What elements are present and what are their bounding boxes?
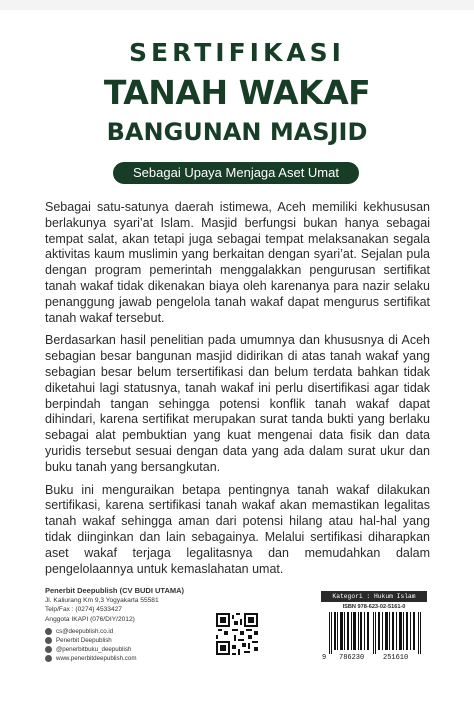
barcode-panel bbox=[321, 591, 427, 669]
instagram-icon bbox=[45, 646, 52, 653]
barcode-area bbox=[321, 602, 427, 669]
publisher-info bbox=[45, 585, 245, 663]
publisher-ikapi: Anggota IKAPI (076/DIY/2012) bbox=[45, 615, 135, 623]
publisher-name: Penerbit Deepublish (CV BUDI UTAMA) bbox=[45, 586, 185, 595]
social-list bbox=[45, 627, 245, 663]
social-instagram-text: @penerbitbuku_deepublish bbox=[56, 646, 132, 654]
synopsis bbox=[45, 200, 430, 584]
barcode-digit-group-2: 251610 bbox=[383, 654, 409, 662]
isbn-text: ISBN 978-623-02-5161-0 bbox=[342, 604, 406, 610]
publisher-phone: Telp/Fax : (0274) 4533427 bbox=[45, 606, 122, 614]
social-item-instagram bbox=[45, 645, 245, 654]
synopsis-paragraph: Berdasarkan hasil penelitian pada umumnya dan khususnya di Aceh sebagian besar bangunan masjid didirikan di atas tanah wakaf yang sebagian besar belum tersertifikasi dan belum terdata bahkan tidak diketahui lagi statusnya, tanah wakaf ini perlu disertifikasi agar tidak berpindah tangan sehingga potensi konflik tanah wakaf dapat dihindari, karena sertifikat merupakan surat tanda bukti yang berlaku sebagai alat pembuktian yang kuat mengenai data fisik dan data yuridis tersebut sesuai dengan data yang ada dalam surat ukur dan buku tanah yang bersangkutan. bbox=[45, 333, 430, 474]
subtitle-badge: Sebagai Upaya Menjaga Aset Umat bbox=[113, 162, 359, 184]
publisher-address: Jl. Kaliurang Km 9,3 Yogyakarta 55581 bbox=[45, 597, 159, 604]
title-line-1: TANAH WAKAF bbox=[103, 73, 371, 112]
category-label: Kategori : Hukum Islam bbox=[321, 591, 427, 602]
title-line-2: BANGUNAN MASJID bbox=[106, 118, 368, 146]
social-item-web bbox=[45, 654, 245, 663]
social-web-text: www.penerbitdeepublish.com bbox=[56, 655, 137, 663]
qr-code-icon bbox=[216, 613, 258, 655]
web-icon bbox=[45, 655, 52, 662]
cover-kicker: SERTIFIKASI bbox=[129, 38, 345, 67]
synopsis-paragraph: Sebagai satu-satunya daerah istimewa, Aceh memiliki kekhususan berlakunya syari’at Islam. Masjid berfungsi bukan hanya sebagai tempat salat, akan tetapi juga sebagai tempat melaksanakan segala aktivitas kaum muslimin yang berkaitan dengan syari’at. Sejalan pula dengan program pemerintah menggalakkan pengurusan sertifikat tanah wakaf tidak dikenakan biaya oleh karenanya para nazir selaku penanggung jawab pengelola tanah wakaf dapat mengurus sertifikat tanah wakaf tersebut. bbox=[45, 200, 430, 325]
social-item-facebook bbox=[45, 636, 245, 645]
synopsis-paragraph: Buku ini menguraikan betapa pentingnya tanah wakaf dilakukan sertifikasi, karena sertifikasi tanah wakaf akan memastikan legalitas tanah wakaf sehingga aman dari potensi hilang atau hal-hal yang tidak diinginkan dan lain sebagainya. Melalui sertifikasi diharapkan aset wakaf terjaga legalitasnya dan memudahkan dalam pengelolaannya untuk kemaslahatan umat. bbox=[45, 482, 430, 576]
barcode-icon bbox=[327, 612, 423, 654]
facebook-icon bbox=[45, 637, 52, 644]
barcode-digit-group-1: 786230 bbox=[339, 654, 365, 662]
email-icon bbox=[45, 628, 52, 635]
social-item-email bbox=[45, 627, 245, 636]
top-band bbox=[0, 0, 474, 10]
social-facebook-text: Penerbit Deepublish bbox=[56, 637, 112, 645]
barcode-digit-lead: 9 bbox=[322, 654, 327, 662]
social-email-text: cs@deepublish.co.id bbox=[56, 628, 114, 636]
